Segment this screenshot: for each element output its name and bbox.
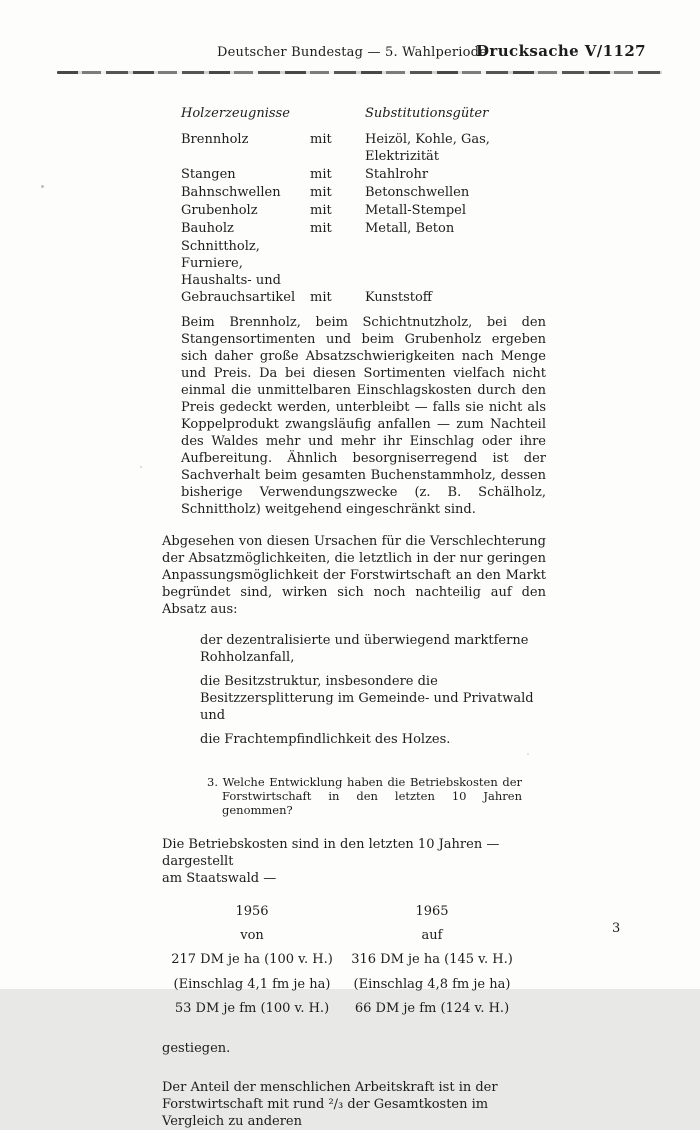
product-cell: Grubenholz <box>181 203 258 218</box>
product-cell: Schnittholz, Furniere, Haushalts- und Gebrauchsartikel <box>181 239 296 305</box>
list-item: die Frachtempfindlichkeit des Holzes. <box>200 732 451 747</box>
connector-cell: mit <box>310 221 332 236</box>
main-content <box>162 105 546 1130</box>
column-header-substitutes: Substitutionsgüter <box>365 106 489 121</box>
cost-year: 1965 <box>415 904 449 919</box>
scan-speck <box>140 466 142 468</box>
connector-cell: mit <box>310 203 332 218</box>
paragraph-costs-outro: gestiegen. <box>162 1041 231 1057</box>
page-number: 3 <box>612 921 621 936</box>
cost-column-1965 <box>342 900 522 1021</box>
header-divider <box>57 71 662 74</box>
paragraph-absatz: Abgesehen von diesen Ursachen für die Verschlechterung der Absatzmöglichkeiten, die letztlich in der nur geringen Anpassungsmöglichkeit der Forstwirtschaft an den Markt begründet sind, wirken sich noch nachteilig auf den Absatz aus: <box>162 534 546 617</box>
header-title: Deutscher Bundestag — 5. Wahlperiode <box>217 45 488 60</box>
cost-word: von <box>240 928 264 944</box>
connector-cell: mit <box>310 132 332 147</box>
cost-comparison <box>162 900 546 1021</box>
cost-line: 66 DM je fm (124 v. H.) <box>354 1000 510 1016</box>
answer-block <box>181 105 546 518</box>
product-cell: Bahnschwellen <box>181 185 281 200</box>
connector-cell: mit <box>310 290 332 305</box>
column-header-products: Holzerzeugnisse <box>181 106 290 121</box>
paragraph-costs-intro: Die Betriebskosten sind in den letzten 10 Jahren — dargestellt am Staatswald — <box>162 837 500 886</box>
connector-cell: mit <box>310 167 332 182</box>
substitution-table-header <box>181 105 546 122</box>
list-item: die Besitzstruktur, insbesondere die Besitzzersplitterung im Gemeinde- und Privatwald und <box>200 674 534 723</box>
cost-year: 1956 <box>235 904 269 919</box>
document-id: Drucksache V/1127 <box>476 42 646 60</box>
product-cell: Bauholz <box>181 221 234 236</box>
question-number: 3. <box>207 775 218 789</box>
cost-line: (Einschlag 4,8 fm je ha) <box>353 976 511 992</box>
cost-word: auf <box>421 928 443 944</box>
column-spacer <box>310 105 365 122</box>
table-row <box>181 238 546 306</box>
table-row <box>181 184 546 201</box>
scan-speck <box>41 185 44 188</box>
substitute-cell: Kunststoff <box>365 290 433 305</box>
connector-cell: mit <box>310 185 332 200</box>
table-row <box>181 166 546 183</box>
product-cell: Brennholz <box>181 132 249 147</box>
substitute-cell: Metall-Stempel <box>365 203 467 218</box>
list-item: der dezentralisierte und überwiegend marktferne Rohholzanfall, <box>200 633 529 665</box>
table-row <box>181 131 546 165</box>
substitute-cell: Heizöl, Kohle, Gas, Elektrizität <box>365 132 490 164</box>
cost-line: (Einschlag 4,1 fm je ha) <box>173 976 331 992</box>
table-row <box>181 202 546 219</box>
question-3 <box>162 775 522 817</box>
substitute-cell: Metall, Beton <box>365 221 455 236</box>
substitute-cell: Stahlrohr <box>365 167 429 182</box>
substitute-cell: Betonschwellen <box>365 185 470 200</box>
table-row <box>181 220 546 237</box>
cost-line: 316 DM je ha (145 v. H.) <box>351 952 513 968</box>
cost-column-1956 <box>162 900 342 1021</box>
product-cell: Stangen <box>181 167 236 182</box>
cost-line: 217 DM je ha (100 v. H.) <box>171 952 333 968</box>
paragraph-market-difficulties: Beim Brennholz, beim Schichtnutzholz, bei den Stangensortimenten und beim Grubenholz ergeben sich daher große Absatzschwierigkeiten nach Menge und Preis. Da bei diesen Sortimenten vielfach nicht einmal die unmittelbaren Einschlagskosten durch den Preis gedeckt werden, unterbleibt — falls sie nicht als Koppelprodukt zwangsläufig anfallen — zum Nachteil des Waldes mehr und mehr ihr Einschlag oder ihre Aufbereitung. Ähnlich besorgniserregend ist der Sachverhalt beim gesamten Buchenstammholz, dessen bisherige Verwendungszwecke (z. B. Schälholz, Schnittholz) weitgehend eingeschränkt sind. <box>181 315 546 517</box>
cost-line: 53 DM je fm (100 v. H.) <box>174 1000 330 1016</box>
cause-list <box>162 632 546 748</box>
paragraph-closing: Der Anteil der menschlichen Arbeitskraft ist in der Forstwirtschaft mit rund ²/₃ der Gesamtkosten im Vergleich zu anderen <box>162 1080 498 1130</box>
question-text: Welche Entwicklung haben die Betriebskosten der Forstwirtschaft in den letzten 10 Jahren genommen? <box>222 775 522 817</box>
